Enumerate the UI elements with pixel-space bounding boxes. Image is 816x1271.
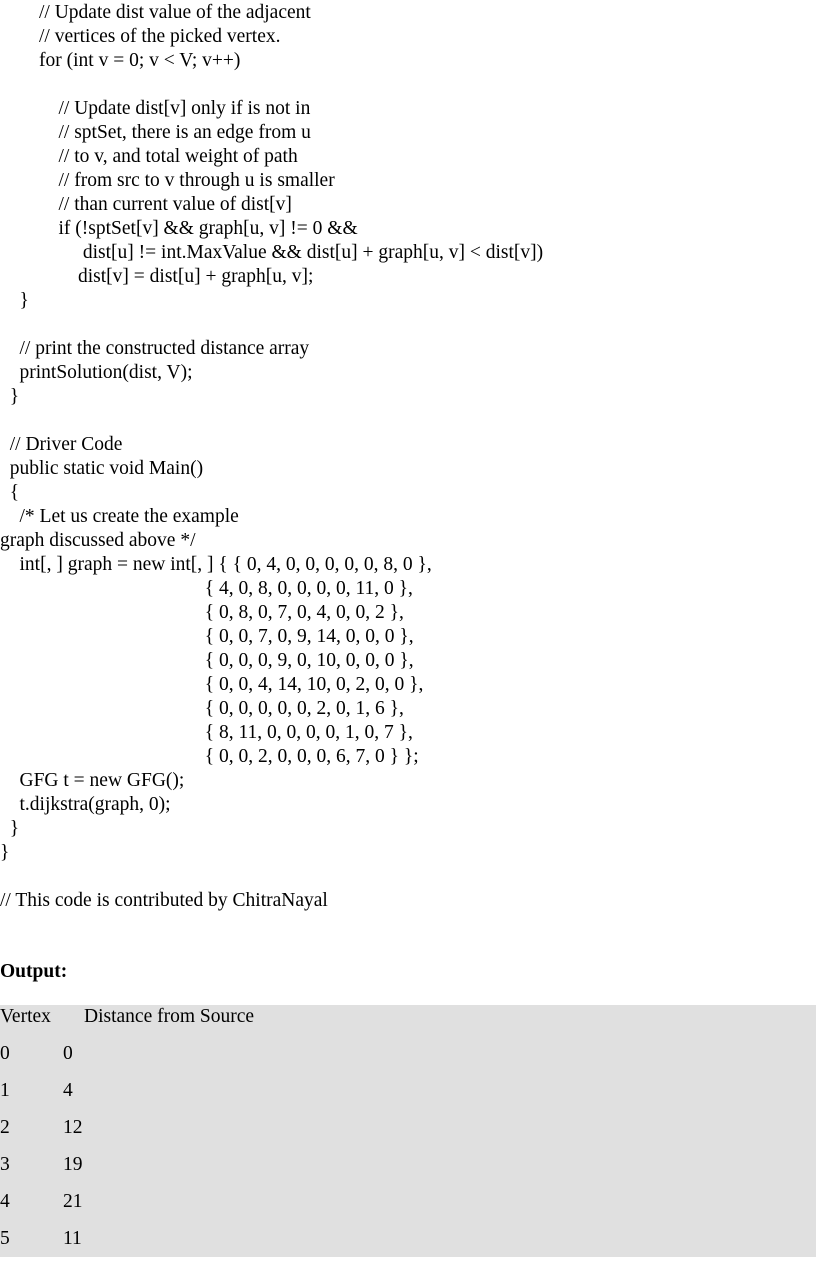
vertex-cell: 1 bbox=[0, 1080, 10, 1101]
vertex-cell: 4 bbox=[0, 1191, 10, 1212]
code-line: { 0, 8, 0, 7, 0, 4, 0, 0, 2 }, bbox=[0, 602, 404, 623]
code-line: { 4, 0, 8, 0, 0, 0, 0, 11, 0 }, bbox=[0, 578, 413, 599]
vertex-cell: 5 bbox=[0, 1228, 10, 1249]
code-line: // from src to v through u is smaller bbox=[0, 170, 335, 191]
code-line: // vertices of the picked vertex. bbox=[0, 26, 281, 47]
table-row bbox=[0, 1153, 816, 1190]
table-row bbox=[0, 1227, 816, 1264]
output-heading: Output: bbox=[0, 961, 68, 982]
code-line: } bbox=[0, 818, 20, 839]
code-line: { bbox=[0, 482, 20, 503]
code-line: } bbox=[0, 386, 20, 407]
code-line: { 8, 11, 0, 0, 0, 0, 1, 0, 7 }, bbox=[0, 722, 413, 743]
code-line: // sptSet, there is an edge from u bbox=[0, 122, 311, 143]
code-line: { 0, 0, 2, 0, 0, 0, 6, 7, 0 } }; bbox=[0, 746, 419, 767]
distance-cell: 11 bbox=[63, 1228, 82, 1249]
code-line: } bbox=[0, 290, 29, 311]
code-line: // print the constructed distance array bbox=[0, 338, 310, 359]
code-line: dist[v] = dist[u] + graph[u, v]; bbox=[0, 266, 314, 287]
table-row bbox=[0, 1079, 816, 1116]
code-line: int[, ] graph = new int[, ] { { 0, 4, 0, 0, 0, 0, 0, 8, 0 }, bbox=[0, 554, 432, 575]
vertex-header: Vertex bbox=[0, 1006, 51, 1027]
code-line: t.dijkstra(graph, 0); bbox=[0, 794, 171, 815]
code-line: GFG t = new GFG(); bbox=[0, 770, 185, 791]
vertex-cell: 3 bbox=[0, 1154, 10, 1175]
code-line: // Update dist value of the adjacent bbox=[0, 2, 311, 23]
code-line: public static void Main() bbox=[0, 458, 204, 479]
code-line: { 0, 0, 7, 0, 9, 14, 0, 0, 0 }, bbox=[0, 626, 414, 647]
code-line: { 0, 0, 0, 9, 0, 10, 0, 0, 0 }, bbox=[0, 650, 414, 671]
code-line: graph discussed above */ bbox=[0, 530, 196, 551]
vertex-cell: 2 bbox=[0, 1117, 10, 1138]
code-line: { 0, 0, 4, 14, 10, 0, 2, 0, 0 }, bbox=[0, 674, 424, 695]
table-row bbox=[0, 1042, 816, 1079]
code-line: // than current value of dist[v] bbox=[0, 194, 292, 215]
code-line: } bbox=[0, 842, 10, 863]
code-line: for (int v = 0; v < V; v++) bbox=[0, 50, 241, 71]
vertex-cell: 0 bbox=[0, 1043, 10, 1064]
distance-header: Distance from Source bbox=[84, 1006, 255, 1027]
output-header-row bbox=[0, 1005, 816, 1042]
code-line: /* Let us create the example bbox=[0, 506, 239, 527]
code-line: // to v, and total weight of path bbox=[0, 146, 298, 167]
table-row bbox=[0, 1116, 816, 1153]
distance-cell: 12 bbox=[63, 1117, 83, 1138]
output-table bbox=[0, 1005, 816, 1257]
code-line: printSolution(dist, V); bbox=[0, 362, 193, 383]
distance-cell: 0 bbox=[63, 1043, 73, 1064]
code-line: // Update dist[v] only if is not in bbox=[0, 98, 311, 119]
distance-cell: 21 bbox=[63, 1191, 83, 1212]
table-row bbox=[0, 1190, 816, 1227]
code-line: // This code is contributed by ChitraNayal bbox=[0, 890, 328, 911]
distance-cell: 4 bbox=[63, 1080, 73, 1101]
code-line: { 0, 0, 0, 0, 0, 2, 0, 1, 6 }, bbox=[0, 698, 404, 719]
distance-cell: 19 bbox=[63, 1154, 83, 1175]
code-line: // Driver Code bbox=[0, 434, 123, 455]
code-line: if (!sptSet[v] && graph[u, v] != 0 && bbox=[0, 218, 358, 239]
code-line: dist[u] != int.MaxValue && dist[u] + graph[u, v] < dist[v]) bbox=[0, 242, 544, 263]
